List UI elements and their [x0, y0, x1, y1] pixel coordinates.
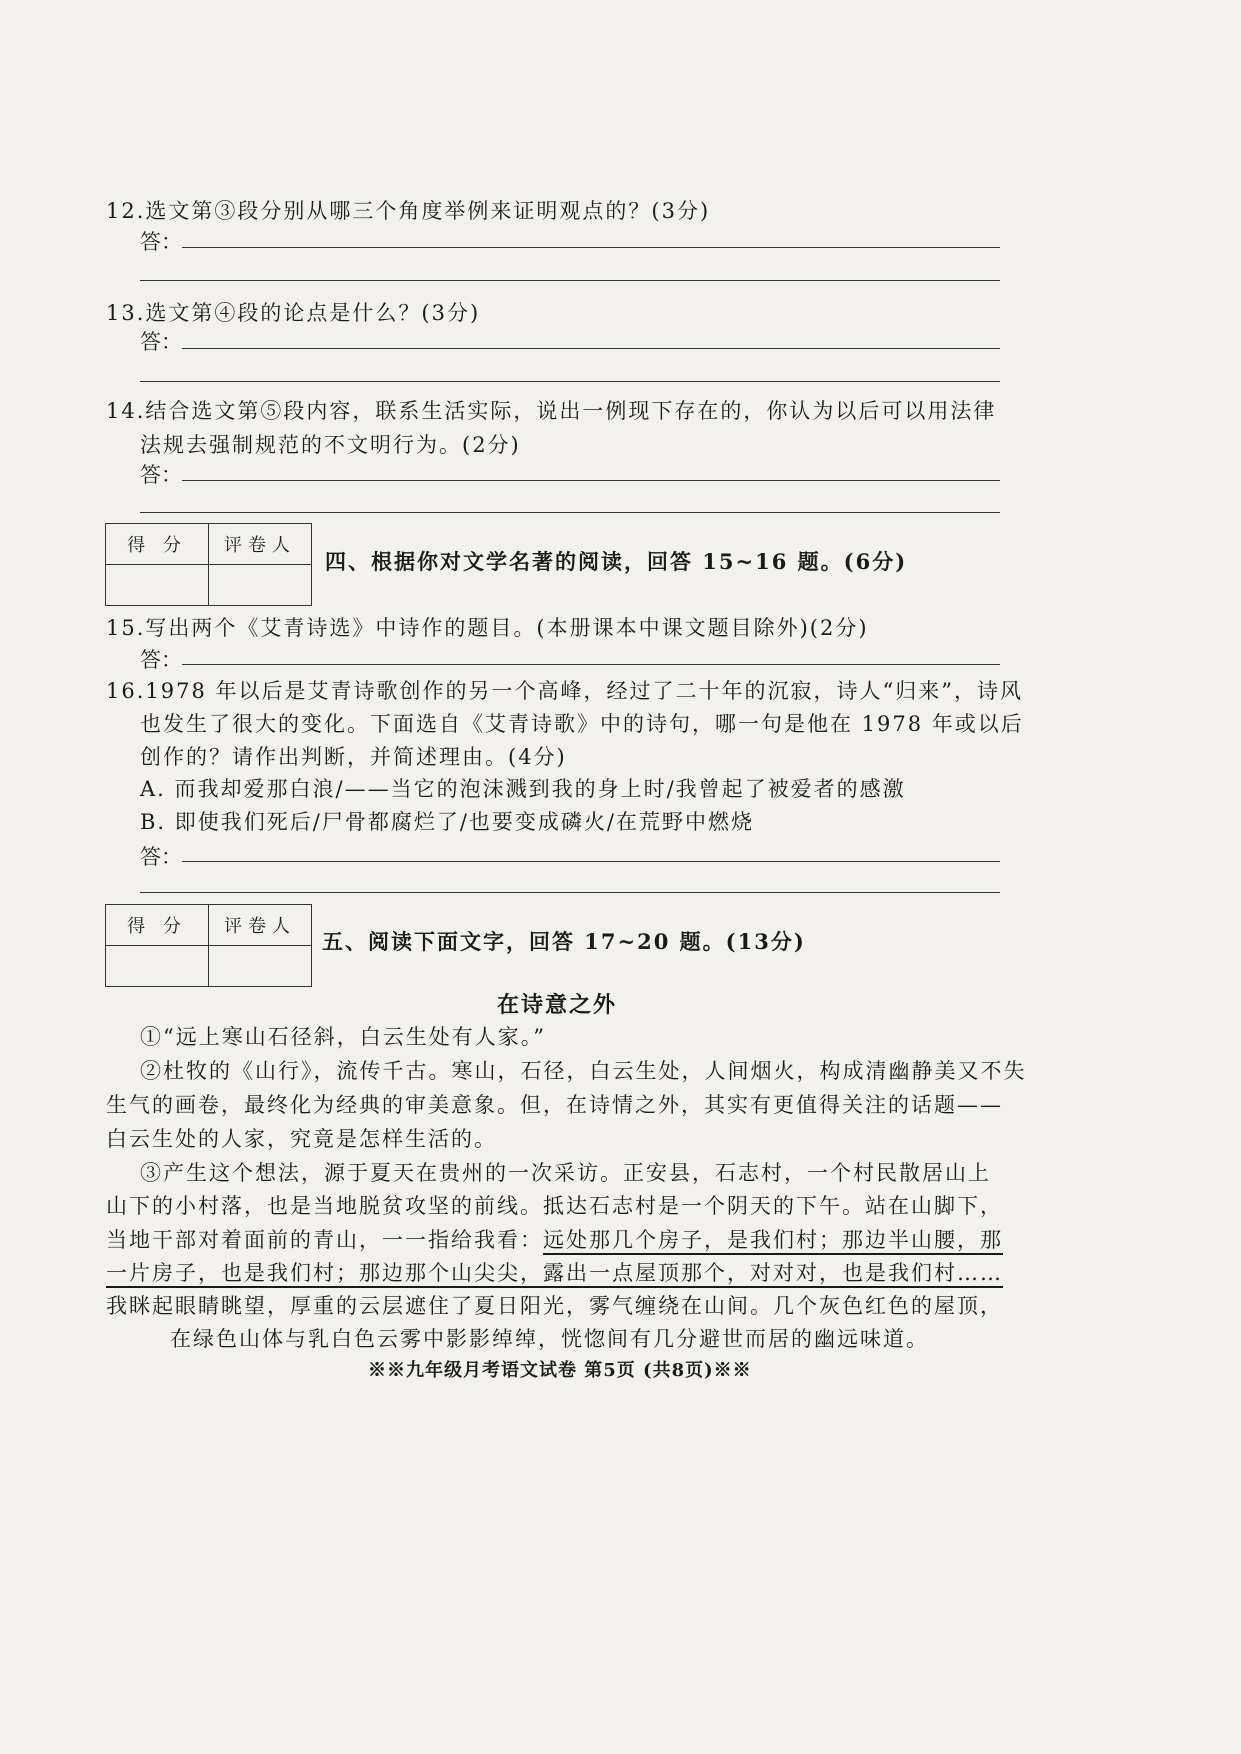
paragraph-2-line3: 白云生处的人家，究竟是怎样生活的。 [106, 1127, 497, 1151]
answer-line-15[interactable] [182, 664, 1000, 665]
answer-line-12a[interactable] [182, 247, 1000, 248]
section-4-heading: 四、根据你对文学名著的阅读，回答 15~16 题。(6分) [325, 549, 908, 574]
answer-label-16: 答： [140, 845, 182, 869]
option-a: A. 而我却爱那白浪/——当它的泡沫溅到我的身上时/我曾起了被爱者的感激 [140, 777, 906, 801]
score-header: 得 分 [106, 905, 209, 946]
score-table-5 [105, 904, 312, 987]
score-cell[interactable] [106, 946, 209, 987]
score-table-4 [105, 523, 312, 606]
question-13: 13.选文第④段的论点是什么？(3分) [106, 301, 481, 325]
answer-label-12: 答： [140, 230, 182, 254]
answer-line-13a[interactable] [182, 348, 1000, 349]
reviewer-cell[interactable] [209, 946, 312, 987]
question-16-line1: 16.1978 年以后是艾青诗歌创作的另一个高峰，经过了二十年的沉寂，诗人“归来”，诗风 [106, 679, 1023, 703]
passage-title: 在诗意之外 [497, 992, 618, 1018]
paragraph-3-line6: 在绿色山体与乳白色云雾中影影绰绰，恍惚间有几分避世而居的幽远味道。 [170, 1327, 929, 1351]
answer-label-15: 答： [140, 648, 182, 672]
answer-label-14: 答： [140, 463, 182, 487]
paragraph-3-line2: 山下的小村落，也是当地脱贫攻坚的前线。抵达石志村是一个阴天的下午。站在山脚下， [106, 1194, 1003, 1218]
paragraph-3-line3-plain: 当地干部对着面前的青山，一一指给我看： [106, 1228, 543, 1252]
answer-line-13b[interactable] [140, 381, 1000, 382]
question-14-line2: 法规去强制规范的不文明行为。(2分) [140, 433, 521, 457]
paragraph-3-line3-underlined: 远处那几个房子，是我们村；那边半山腰，那 [543, 1228, 1003, 1252]
answer-line-16b[interactable] [140, 892, 1000, 893]
option-b: B. 即使我们死后/尸骨都腐烂了/也要变成磷火/在荒野中燃烧 [140, 810, 755, 834]
paragraph-3-line5: 我眯起眼睛眺望，厚重的云层遮住了夏日阳光，雾气缠绕在山间。几个灰色红色的屋顶， [106, 1294, 1003, 1318]
paragraph-2-line1: ②杜牧的《山行》，流传千古。寒山，石径，白云生处，人间烟火，构成清幽静美又不失 [140, 1059, 1027, 1083]
question-16-line2: 也发生了很大的变化。下面选自《艾青诗歌》中的诗句，哪一句是他在 1978 年或以后 [140, 712, 1024, 736]
question-15: 15.写出两个《艾青诗选》中诗作的题目。(本册课本中课文题目除外)(2分) [106, 616, 869, 640]
page-footer: ※※九年级月考语文试卷 第5页 (共8页)※※ [368, 1360, 752, 1381]
answer-label-13: 答： [140, 330, 182, 354]
reviewer-cell[interactable] [209, 565, 312, 606]
paragraph-3-line1: ③产生这个想法，源于夏天在贵州的一次采访。正安县，石志村，一个村民散居山上 [140, 1161, 991, 1185]
reviewer-header: 评卷人 [209, 905, 312, 946]
score-header: 得 分 [106, 524, 209, 565]
answer-line-14a[interactable] [182, 480, 1000, 481]
answer-line-14b[interactable] [140, 512, 1000, 513]
paragraph-1: ①“远上寒山石径斜，白云生处有人家。” [140, 1025, 546, 1049]
paragraph-3-line3 [106, 1224, 1003, 1254]
reviewer-header: 评卷人 [209, 524, 312, 565]
paragraph-3-line4-underlined: 一片房子，也是我们村；那边那个山尖尖，露出一点屋顶那个，对对对，也是我们村…… [106, 1261, 1003, 1285]
question-16-line3: 创作的？请作出判断，并简述理由。(4分) [140, 745, 567, 769]
section-5-heading: 五、阅读下面文字，回答 17~20 题。(13分) [322, 929, 806, 954]
question-14-line1: 14.结合选文第⑤段内容，联系生活实际，说出一例现下存在的，你认为以后可以用法律 [106, 399, 997, 423]
answer-line-12b[interactable] [140, 280, 1000, 281]
question-12: 12.选文第③段分别从哪三个角度举例来证明观点的？(3分) [106, 199, 711, 223]
paragraph-2-line2: 生气的画卷，最终化为经典的审美意象。但，在诗情之外，其实有更值得关注的话题—— [106, 1093, 1003, 1117]
score-cell[interactable] [106, 565, 209, 606]
answer-line-16a[interactable] [182, 861, 1000, 862]
